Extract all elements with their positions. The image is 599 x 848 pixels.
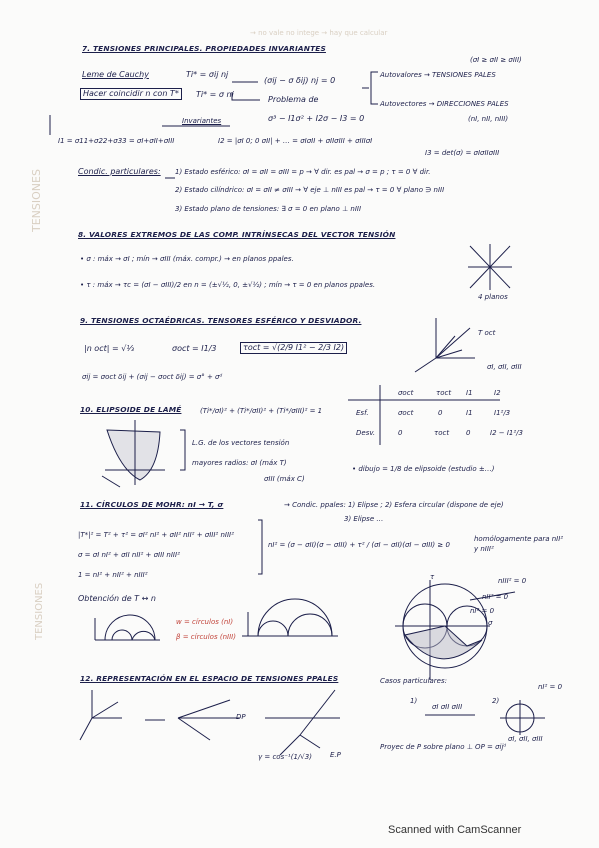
gamma-angle: γ = cos⁻¹(1/√3) bbox=[258, 753, 312, 761]
table-cell: 0 bbox=[466, 429, 471, 437]
margin-label-bottom: TENSIONES bbox=[34, 582, 45, 640]
principal-directions: (nI, nII, nIII) bbox=[468, 115, 509, 123]
autovalores: Autovalores → TENSIONES PALES bbox=[380, 71, 496, 79]
tensor-decomposition: σij = σoct δij + (σij − σoct δij) = σ° + σᵈ bbox=[82, 373, 223, 381]
table-cell: I1²/3 bbox=[494, 409, 511, 417]
w-circles: w = círculos (nI) bbox=[176, 618, 234, 626]
invariant-I3: I3 = det(σ) = σIσIIσIII bbox=[425, 149, 500, 157]
hacer-coincidir-label: Hacer coincidir n con T* bbox=[80, 88, 182, 100]
section-title-8: 8. VALORES EXTREMOS DE LAS COMP. INTRÍNSECAS DEL VECTOR TENSIÓN bbox=[78, 230, 396, 239]
section-title-7: 7. TENSIONES PRINCIPALES. PROPIEDADES INVARIANTES bbox=[82, 44, 326, 53]
hacer-equation: Ti* = σ ni bbox=[196, 90, 234, 99]
table-cell: τoct bbox=[434, 429, 450, 437]
cauchy-equation: Ti* = σij nj bbox=[186, 70, 229, 79]
cuatro-planos: 4 planos bbox=[478, 293, 508, 301]
obtencion-label: Obtención de T ↔ n bbox=[78, 594, 156, 603]
condicion-1: 1) Estado esférico: σI = σII = σIII = p → ∀ dir. es pal → σ = p ; τ = 0 ∀ dir. bbox=[175, 168, 431, 176]
section-title-10: 10. ELIPSOIDE DE LAMÉ bbox=[80, 405, 182, 414]
lame-lg: L.G. de los vectores tensión bbox=[192, 439, 290, 447]
invariant-I1: I1 = σ11+σ22+σ33 = σI+σII+σIII bbox=[58, 137, 175, 145]
mohr-eq-4: nI² = (σ − σII)(σ − σIII) + τ² / (σI − σII)(σI − σIII) ≥ 0 bbox=[268, 541, 450, 549]
table-cell: 0 bbox=[438, 409, 443, 417]
table-cell: I2 − I1²/3 bbox=[490, 429, 523, 437]
section-title-12: 12. REPRESENTACIÓN EN EL ESPACIO DE TENSIONES PPALES bbox=[80, 674, 339, 683]
mohr-conditions: → Condic. ppales: 1) Elipse ; 2) Esfera circular (dispone de eje) bbox=[284, 501, 504, 509]
principal-sigmas-label: σI, σII, σIII bbox=[487, 363, 522, 371]
mohr-eq-1: |T*|² = T² + τ² = σI² nI² + σII² nII² + σIII² nIII² bbox=[78, 531, 234, 539]
system-equation: (σij − σ δij) nj = 0 bbox=[264, 76, 336, 85]
section-title-9: 9. TENSIONES OCTAÉDRICAS. TENSORES ESFÉRICO Y DESVIADOR. bbox=[80, 316, 362, 325]
tau-axis-label: τ bbox=[430, 573, 435, 581]
sigmas-label: σI, σII, σIII bbox=[508, 735, 543, 743]
problema-label: Problema de bbox=[268, 95, 319, 104]
n-octahedral: |n oct| = √⅓ bbox=[84, 344, 135, 353]
condicion-3: 3) Estado plano de tensiones: ∃ σ = 0 en plano ⊥ nIII bbox=[175, 205, 362, 213]
sigma-axis-label: σ bbox=[488, 619, 493, 627]
ep-label: E.P bbox=[330, 751, 341, 759]
dibujo-note: • dibujo = 1/8 de elipsoide (estudio ±…) bbox=[352, 465, 495, 473]
n2-zero: nII² = 0 bbox=[482, 593, 509, 601]
tau-octahedral: τoct = √(2/9 I1² − 2/3 I2) bbox=[240, 342, 347, 354]
characteristic-equation: σ³ − I1σ² + I2σ − I3 = 0 bbox=[268, 114, 365, 123]
cauchy-label: Leme de Cauchy bbox=[82, 70, 149, 79]
axes-labels: σI σII σIII bbox=[432, 703, 463, 711]
condicion-2: 2) Estado cilíndrico: σI = σII ≠ σIII → ∀ eje ⊥ nIII es pal → τ = 0 ∀ plano ∋ nIII bbox=[175, 186, 445, 194]
n3-zero: nIII² = 0 bbox=[498, 577, 527, 585]
caso-2: 2) bbox=[492, 697, 500, 705]
n1-zero: nI² = 0 bbox=[470, 607, 495, 615]
caso-1: 1) bbox=[410, 697, 418, 705]
casos-particulares: Casos particulares: bbox=[380, 677, 447, 685]
lame-radii-2: σIII (máx C) bbox=[264, 475, 305, 483]
table-cell: Esf. bbox=[356, 409, 369, 417]
dp-label: DP bbox=[236, 713, 246, 721]
extreme-sigma: • σ : máx → σI ; mín → σIII (máx. compr.) → en planos ppales. bbox=[80, 255, 294, 263]
section-title-11: 11. CÍRCULOS DE MOHR: nI → T, σ bbox=[80, 500, 224, 509]
condiciones-label: Condic. particulares: bbox=[78, 167, 161, 176]
table-cell: Desv. bbox=[356, 429, 376, 437]
mohr-conditions-2: 3) Elipse … bbox=[344, 515, 384, 523]
sigma-ordering: (σI ≥ σII ≥ σIII) bbox=[470, 56, 522, 64]
proyeccion-note: Proyec de P sobre plano ⊥ OP = σijᵈ bbox=[380, 743, 507, 751]
n1-zero-s12: nI² = 0 bbox=[538, 683, 563, 691]
autovectores: Autovectores → DIRECCIONES PALES bbox=[380, 100, 509, 108]
t-oct-label: T oct bbox=[478, 329, 496, 337]
table-header: τoct bbox=[436, 389, 452, 397]
mohr-eq-2: σ = σI nI² + σII nII² + σIII nIII² bbox=[78, 551, 180, 559]
extreme-tau: • τ : máx → τc = (σI − σIII)/2 en n = (±√½, 0, ±√½) ; mín → τ = 0 en planos ppales. bbox=[80, 281, 376, 289]
table-cell: I1 bbox=[466, 409, 473, 417]
table-header: σoct bbox=[398, 389, 414, 397]
scanner-footer: Scanned with CamScanner bbox=[388, 824, 522, 836]
homologamente: homólogamente para nII² y nIII² bbox=[474, 535, 564, 553]
margin-label-top: TENSIONES bbox=[30, 169, 43, 232]
table-header: I2 bbox=[494, 389, 501, 397]
top-note: → no vale no intege → hay que calcular bbox=[250, 29, 388, 37]
invariantes-label: Invariantes bbox=[182, 117, 222, 125]
lame-radii: mayores radios: σI (máx T) bbox=[192, 459, 287, 467]
mohr-eq-3: 1 = nI² + nII² + nIII² bbox=[78, 571, 148, 579]
table-cell: 0 bbox=[398, 429, 403, 437]
lame-equation: (Ti*/σI)² + (Ti*/σII)² + (Ti*/σIII)² = 1 bbox=[200, 407, 323, 415]
table-header: I1 bbox=[466, 389, 473, 397]
invariant-I2: I2 = |σI 0; 0 σII| + … = σIσII + σIIσIII + σIIIσI bbox=[218, 137, 373, 145]
beta-circles: β = círculos (nIII) bbox=[176, 633, 236, 641]
table-cell: σoct bbox=[398, 409, 414, 417]
sigma-octahedral: σoct = I1/3 bbox=[172, 344, 217, 353]
